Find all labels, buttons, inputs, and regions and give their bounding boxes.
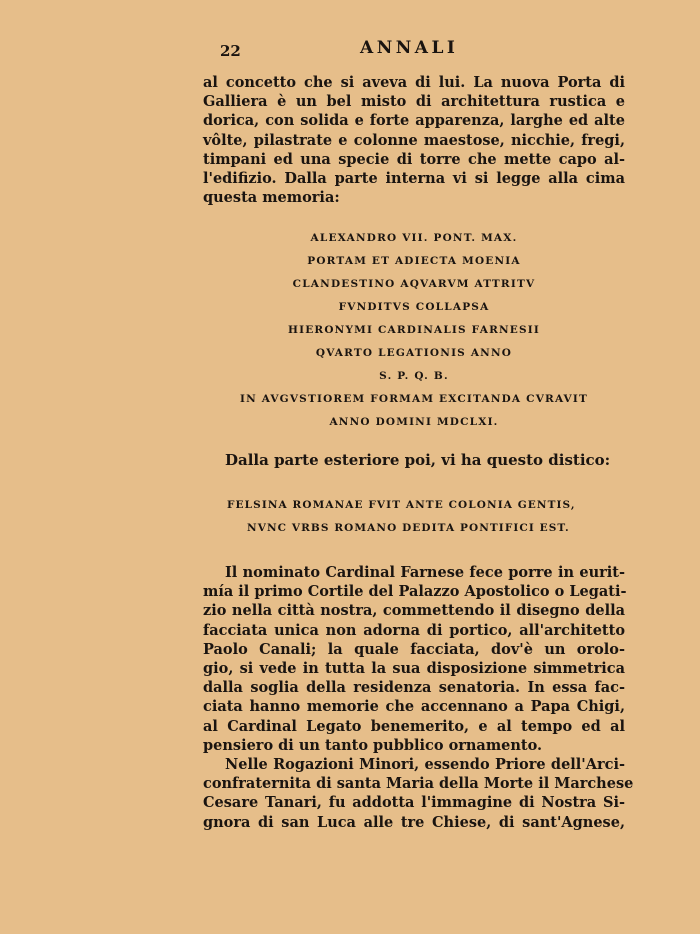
inscription-line: IN AVGVSTIOREM FORMAM EXCITANDA CVRAVIT [239, 393, 589, 405]
paragraph-rogazioni [203, 755, 634, 832]
inscription-line: S. P. Q. B. [379, 370, 449, 382]
latin-distich [203, 494, 625, 540]
latin-inscription [203, 227, 625, 434]
text-line: Cesare Tanari, fu addotta l'immagine di Nostra Si- [203, 794, 625, 812]
running-head [210, 38, 500, 64]
text-line: l'edifizio. Dalla parte interna vi si legge alla cima [203, 170, 625, 188]
text-line: facciata unica non adorna di portico, all'architetto [203, 621, 625, 639]
text-line: al Cardinal Legato benemerito, e al tempo ed al [203, 717, 625, 735]
text-line: mía il primo Cortile del Palazzo Apostolico o Legati- [203, 583, 627, 601]
inscription-line: CLANDESTINO AQVARVM ATTRITV [292, 278, 536, 290]
text-line: pensiero di un tanto pubblico ornamento. [203, 736, 543, 754]
text-line: questa memoria: [203, 189, 340, 207]
running-title: ANNALI [360, 38, 459, 58]
inscription-line: HIERONYMI CARDINALIS FARNESII [287, 324, 541, 336]
page-number: 22 [220, 42, 241, 60]
text-line: Il nominato Cardinal Farnese fece porre in eurit- [225, 564, 625, 581]
text-line: timpani ed una specie di torre che mette capo al- [203, 150, 625, 168]
inscription-line: PORTAM ET ADIECTA MOENIA [307, 255, 521, 267]
inscription-line: QVARTO LEGATIONIS ANNO [315, 347, 513, 359]
text-line: confraternita di santa Maria della Morte il Marchese [203, 775, 634, 793]
text-line: gio, si vede in tutta la sua disposizione simmetrica [203, 660, 625, 678]
text-line: ciata hanno memorie che accennano a Papa Chigi, [203, 698, 625, 716]
text-line: gnora di san Luca alle tre Chiese, di sant'Agnese, [203, 813, 625, 831]
text-line: Paolo Canali; la quale facciata, dov'è un orolo- [203, 640, 625, 658]
inscription-line: FVNDITVS COLLAPSA [338, 301, 490, 313]
text-line: dalla soglia della residenza senatoria. In essa fac- [203, 679, 625, 697]
distich-intro: Dalla parte esteriore poi, vi ha questo distico: [225, 451, 611, 469]
text-line: dorica, con solida e forte apparenza, larghe ed alte [203, 112, 625, 130]
text-line: Nelle Rogazioni Minori, essendo Priore dell'Arci- [225, 756, 625, 773]
distich-line: NVNC VRBS ROMANO DEDITA PONTIFICI EST. [247, 522, 570, 534]
text-line: Galliera è un bel misto di architettura rustica e [203, 93, 625, 111]
text-line: al concetto che si aveva di lui. La nuova Porta di [203, 74, 625, 91]
inscription-line: ALEXANDRO VII. PONT. MAX. [310, 232, 518, 244]
text-line: vôlte, pilastrate e colonne maestose, nicchie, fregi, [203, 131, 625, 149]
paragraph-cardinal-farnese [203, 563, 625, 755]
distich-line: FELSINA ROMANAE FVIT ANTE COLONIA GENTIS, [227, 499, 576, 511]
inscription-line: ANNO DOMINI MDCLXI. [329, 416, 499, 428]
text-line: zio nella città nostra, commettendo il disegno della [203, 602, 625, 620]
paragraph-porta-galliera [203, 73, 625, 207]
